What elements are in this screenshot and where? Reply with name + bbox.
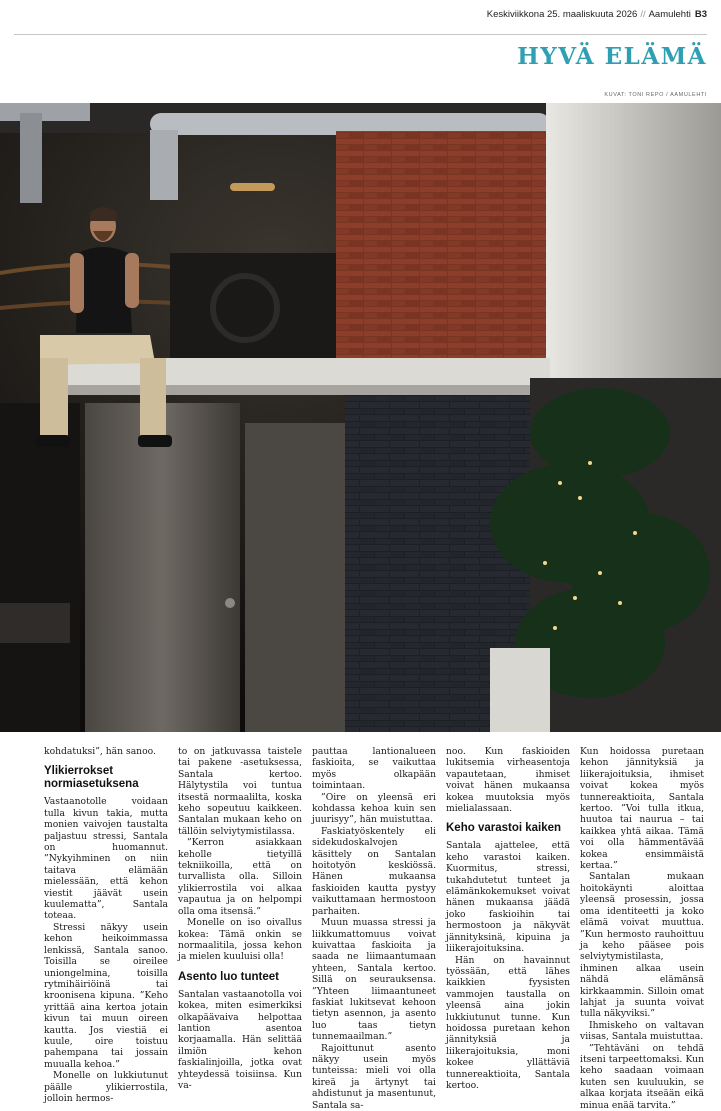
subheading: Ylikierrokset normiasetuksena <box>44 765 139 791</box>
page-header <box>14 0 707 98</box>
paragraph: noo. Kun faskioiden lukitsemia virheasentoja vapautetaan, ihmiset voivat hänen mukaansa kokea muutoksia myös mielialassaan. <box>446 746 570 815</box>
dateline <box>487 9 707 20</box>
paragraph: Hän on havainnut työssään, että lähes kaikkien fyysisten vammojen taustalla on yleensä aina jokin lukkiutunut tunne. Kun hoidossa puretaan kehon jännityksiä ja liikerajoituksia, moni kokee yllättäviä tunnereaktioita, Santala kertoo. <box>446 954 570 1091</box>
paragraph: Santalan mukaan hoitokäynti aloittaa yleensä prosessin, jossa oma identiteetti ja koko elämä voivat muuttua. ”Kun hermosto rauhoittuu ja keho pääsee pois selviytymistilasta, ihminen alkaa usein nähdä elämänsä kirkkaammin. Silloin omat lahjat ja suunta voivat tulla näkyviksi.” <box>580 871 704 1020</box>
paragraph: Kun hoidossa puretaan kehon jännityksiä ja liikerajoituksia, ihmiset voivat kokea myös tunnereaktioita, Santala kertoo. ”Voi tulla itkua, huutoa tai naurua – tai kaikkea yhtä aikaa. Tämä voi olla hämmentävää kokea ensimmäistä kertaa.” <box>580 746 704 872</box>
subheading: Asento luo tunteet <box>178 970 279 983</box>
paragraph: Monelle on lukkiutunut päälle ylikierrostila, jolloin hermos- <box>44 1070 168 1104</box>
paragraph: Ihmiskeho on valtavan viisas, Santala muistuttaa. <box>580 1019 704 1043</box>
paragraph: Faskiatyöskentely eli sidekudoskalvojen käsittely on Santalan hoitotyön keskiössä. Hänen mukaansa faskioiden kautta pystyy vaikuttamaan hermostoon parhaiten. <box>312 825 436 917</box>
publication-name: Aamulehti <box>648 9 691 20</box>
photo-credit: KUVAT: TONI REPO / AAMULEHTI <box>604 92 707 98</box>
article-column-3 <box>312 746 436 1111</box>
feature-photo <box>0 103 721 732</box>
article-column-2 <box>178 746 302 1091</box>
paragraph: ”Oire on yleensä eri kohdassa kehoa kuin sen juurisyy”, hän muistuttaa. <box>312 791 436 826</box>
paragraph: Muun muassa stressi ja liikkumattomuus voivat kuivattaa faskioita ja saada ne liimaantumaan yhteen, Santala kertoo. Sillä on seurauksensa. ”Yhteen liimaantuneet faskiat lukitsevat kehoon tietyn asennon, ja asento luo taas tietyn tunnemaailman.” <box>312 917 436 1043</box>
article-body <box>44 746 704 1111</box>
subheading: Keho varastoi kaiken <box>446 822 562 835</box>
paragraph: Vastaanotolle voidaan tulla kivun takia, mutta monien vaivojen taustalta paljastuu stressi, Santala on huomannut. ”Nykyihminen on niin taitava elämään mielessään, että kehon viestit jäävät usein kuulematta”, Santala toteaa. <box>44 796 168 922</box>
article-column-4 <box>446 746 570 1091</box>
paragraph: Santala ajattelee, että keho varastoi kaiken. Kuormitus, stressi, tukahdutetut tunteet ja elämänkokemukset voivat hänen mukaansa jäädä joko faskioihin tai hermostoon ja näkyvät jännityksinä, kipuina ja liikerajoituksina. <box>446 840 570 955</box>
paragraph: ”Tehtäväni on tehdä itseni tarpeettomaksi. Kun keho saadaan voimaan kuten sen kuuluukin, se alkaa korjata itseään eikä minua enää tarvita.” <box>580 1042 704 1111</box>
photo-illustration <box>0 103 721 732</box>
section-title: HYVÄ ELÄMÄ <box>517 43 707 70</box>
paragraph: Rajoittunut asento näkyy usein myös tunteissa: mieli voi olla kireä ja ärtynyt tai ahdistunut ja masentunut, Santala sa- <box>312 1042 436 1111</box>
page-number: B3 <box>694 9 707 20</box>
paragraph: Monelle on iso oivallus kokea: Tämä onkin se normaalitila, jossa kehon ja mielen kuuluisi olla! <box>178 917 302 963</box>
paragraph: kohdatuksi”, hän sanoo. <box>44 746 156 757</box>
article-column-5 <box>580 746 704 1111</box>
paragraph: ”Kerron asiakkaan keholle tietyillä tekniikoilla, että on turvallista olla. Silloin ylikierrostila voi alkaa vapautua ja on helpompi olla oma itsensä.” <box>178 837 302 917</box>
header-rule <box>14 34 707 35</box>
article-column-1 <box>44 746 168 1104</box>
dateline-separator: // <box>640 9 646 20</box>
paragraph: pauttaa lantionalueen faskioita, se vaikuttaa myös olkapään toimintaan. <box>312 746 436 792</box>
issue-date: Keskiviikkona 25. maaliskuuta 2026 <box>486 9 638 20</box>
paragraph: to on jatkuvassa taistele tai pakene -asetuksessa, Santala kertoo. Hälytystila voi tuntua itsestä normaalilta, koska keho sopeutuu kaikkeen. Santalan mukaan keho on tällöin selviytymistilassa. <box>178 746 302 837</box>
paragraph: Santalan vastaanotolla voi kokea, miten esimerkiksi olkapäävaiva helpottaa lantion asentoa korjaamalla. Hän selittää ilmiön kehon faskialinjoilla, jotka ovat yhteydessä toisiinsa. Kun va- <box>178 988 302 1091</box>
paragraph: Stressi näkyy usein kehon heikoimmassa lenkissä, Santala sanoo. Toisilla se oireilee uniongelmina, toisilla rytmihäiriöinä tai kroonisena kipuna. ”Keho yrittää aina kertoa jotain kivun tai muun oireen kautta. Jos viestiä ei kuule, oire toistuu pahempana tai jossain muualla kehoa.” <box>44 921 168 1070</box>
